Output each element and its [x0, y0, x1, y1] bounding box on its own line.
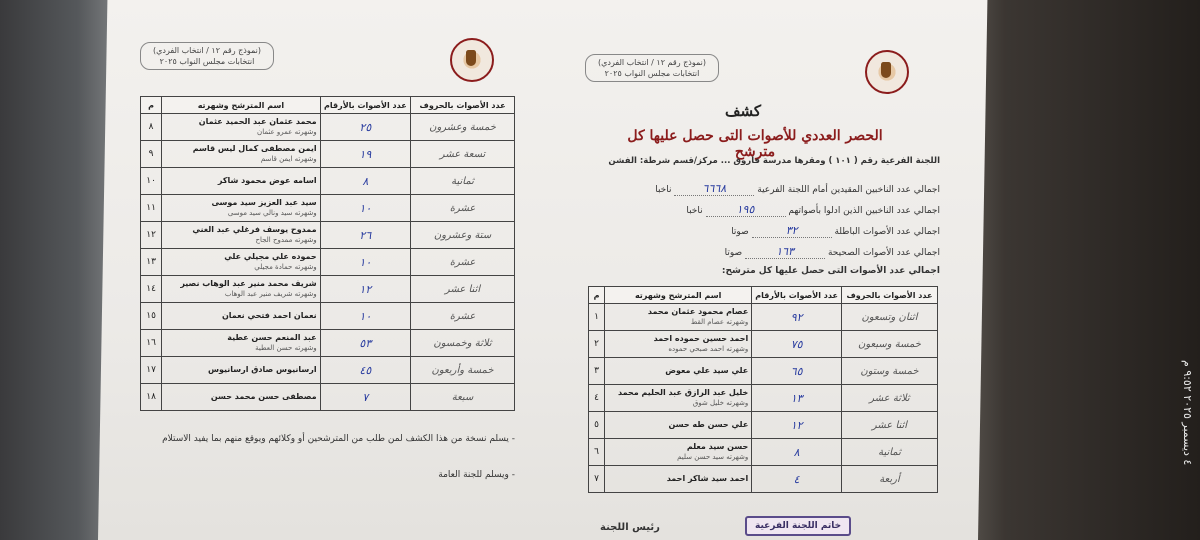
table-row — [589, 358, 938, 385]
candidates-table-left — [140, 96, 515, 411]
hand-words-cell: خمسة وأربعون — [411, 357, 515, 384]
name-cell — [605, 331, 752, 358]
candidate-nickname: وشهرته سيد ونالي سيد موسى — [227, 209, 317, 217]
table-row — [141, 195, 515, 222]
hand-num-cell: ١٩ — [320, 141, 410, 168]
name-cell — [162, 303, 320, 330]
left-form — [110, 10, 530, 540]
index-cell: ١٣ — [141, 249, 162, 276]
footnote-1: - يسلم نسخة من هذا الكشف لمن طلب من المترشحين أو وكلائهم ويوقع منهم بما يفيد الاستلام — [162, 434, 515, 444]
hand-words-cell: اثنا عشر — [411, 276, 515, 303]
hand-words-cell: أربعة — [841, 466, 937, 493]
hand-num-cell: ٩٢ — [752, 304, 842, 331]
form-header: (نموذج رقم ١٢ / انتخاب الفردي) — [598, 58, 706, 67]
table-row — [141, 330, 515, 357]
committee-line: اللجنة الفرعية رقم ( ١٠١ ) ومقرها مدرسة فاروق ... مركز/قسم شرطة: الفشن — [608, 156, 940, 166]
index-cell: ١٤ — [141, 276, 162, 303]
hand-num-cell: ٨ — [752, 439, 842, 466]
col-num: عدد الأصوات بالأرقام — [320, 97, 410, 114]
stat-registered: اجمالي عدد الناخبين المقيدين أمام اللجنة الفرعية ٦٦٦٨ ناخبا — [655, 182, 940, 195]
index-cell: ٣ — [589, 358, 605, 385]
candidate-name: عبد المنعم حسن عطية — [227, 333, 317, 342]
name-cell — [605, 358, 752, 385]
index-cell: ٦ — [589, 439, 605, 466]
candidate-name: ممدوح يوسف فرغلي عبد الغني — [192, 225, 317, 234]
index-cell: ١٦ — [141, 330, 162, 357]
candidate-name: محمد عثمان عبد الحميد عثمان — [198, 117, 317, 126]
hand-num-cell: ٥٣ — [320, 330, 410, 357]
table-row — [141, 276, 515, 303]
candidate-name: حسن سيد معلم — [686, 442, 749, 451]
table-row — [141, 168, 515, 195]
candidate-name: علي حسن طه حسن — [668, 420, 749, 429]
table-row — [141, 222, 515, 249]
candidate-name: نعمان احمد فتحي نعمان — [221, 311, 317, 320]
table-row — [141, 303, 515, 330]
table-row — [589, 304, 938, 331]
page-subtitle: الحصر العددي للأصوات التى حصل عليها كل مترشح — [627, 128, 883, 160]
candidate-nickname: وشهرته حسن العطية — [255, 344, 317, 352]
index-cell: ٢ — [589, 331, 605, 358]
col-words: عدد الأصوات بالحروف — [411, 97, 515, 114]
index-cell: ١٨ — [141, 384, 162, 411]
hand-words-cell: عشرة — [411, 249, 515, 276]
hand-words-cell: ثلاثة وخمسون — [411, 330, 515, 357]
index-cell: ١١ — [141, 195, 162, 222]
hand-words-cell: ثمانية — [411, 168, 515, 195]
index-cell: ٩ — [141, 141, 162, 168]
candidate-name: حموده علي مجيلي علي — [224, 252, 317, 261]
page-title: كشف — [725, 102, 762, 120]
candidate-name: مصطفى حسن محمد حسن — [210, 392, 317, 401]
col-name: اسم المترشح وشهرته — [162, 97, 320, 114]
candidate-nickname: وشهرته شريف منير عبد الوهاب — [224, 290, 317, 298]
candidate-name: خليل عبد الرازق عبد الحليم محمد — [617, 388, 749, 397]
hand-num-cell: ١٢ — [320, 276, 410, 303]
name-cell — [162, 168, 320, 195]
table-caption: اجمالي عدد الأصوات التى حصل عليها كل مترشح: — [721, 266, 940, 276]
photo-timestamp: ٤ ديسمبر ٢٠٢٥ ٩:٥٢ م — [1181, 360, 1194, 466]
candidate-nickname: وشهرته ممدوح الجاح — [255, 236, 317, 244]
hand-words-cell: عشرة — [411, 195, 515, 222]
index-cell: ١٥ — [141, 303, 162, 330]
hand-words-cell: خمسة وسبعون — [841, 331, 937, 358]
footnote-2: - ويسلم للجنة العامة — [438, 470, 515, 480]
candidate-name: عصام محمود عثمان محمد — [647, 307, 749, 316]
egypt-emblem-icon — [450, 38, 494, 82]
col-num: عدد الأصوات بالأرقام — [752, 287, 842, 304]
index-cell: ٧ — [589, 466, 605, 493]
hand-words-cell: سبعة — [411, 384, 515, 411]
table-row — [141, 384, 515, 411]
hand-words-cell: تسعة عشر — [411, 141, 515, 168]
name-cell — [162, 141, 320, 168]
index-cell: ٤ — [589, 385, 605, 412]
hand-num-cell: ١٢ — [752, 412, 842, 439]
candidate-name: شريف محمد منير عبد الوهاب نصير — [180, 279, 317, 288]
index-cell: ١٢ — [141, 222, 162, 249]
hand-words-cell: اثنا عشر — [841, 412, 937, 439]
table-row — [589, 385, 938, 412]
candidate-nickname: وشهرته خليل شوق — [692, 399, 749, 407]
form-header: (نموذج رقم ١٢ / انتخاب الفردي) — [153, 46, 261, 55]
stat-invalid: اجمالي عدد الأصوات الباطلة ٣٢ صوتا — [731, 224, 940, 237]
form-number-box — [140, 42, 274, 70]
table-row — [141, 249, 515, 276]
candidate-nickname: وشهرته عمرو عثمان — [257, 128, 317, 136]
name-cell — [162, 276, 320, 303]
hand-num-cell: ١٣ — [752, 385, 842, 412]
candidate-name: سيد عبد العزيز سيد موسى — [211, 198, 317, 207]
egypt-emblem-icon — [865, 50, 909, 94]
name-cell — [162, 195, 320, 222]
name-cell — [162, 222, 320, 249]
col-index: م — [141, 97, 162, 114]
candidate-nickname: وشهرته حمادة مجيلي — [254, 263, 317, 271]
candidate-nickname: وشهرته سيد حسن سليم — [677, 453, 749, 461]
hand-num-cell: ٢٥ — [320, 114, 410, 141]
name-cell — [162, 384, 320, 411]
candidate-name: احمد سيد شاكر احمد — [666, 474, 749, 483]
table-row — [589, 412, 938, 439]
hand-num-cell: ٤ — [752, 466, 842, 493]
hand-num-cell: ٢٦ — [320, 222, 410, 249]
table-row — [589, 331, 938, 358]
col-name: اسم المترشح وشهرته — [605, 287, 752, 304]
form-sub: انتخابات مجلس النواب ٢٠٢٥ — [604, 69, 700, 78]
table-row — [589, 466, 938, 493]
name-cell — [162, 114, 320, 141]
candidate-nickname: وشهرته عصام القط — [690, 318, 749, 326]
index-cell: ١٧ — [141, 357, 162, 384]
form-sub: انتخابات مجلس النواب ٢٠٢٥ — [159, 57, 255, 66]
committee-stamp: خاتم اللجنة الفرعية — [745, 516, 851, 536]
table-row — [141, 141, 515, 168]
candidate-name: اسامه عوض محمود شاكر — [217, 176, 317, 185]
hand-num-cell: ٧ — [320, 384, 410, 411]
col-words: عدد الأصوات بالحروف — [841, 287, 937, 304]
candidate-name: علي سيد علي معوض — [665, 366, 749, 375]
hand-words-cell: خمسة وستون — [841, 358, 937, 385]
committee-chair: رئيس اللجنة — [600, 522, 660, 533]
table-row — [141, 114, 515, 141]
candidate-name: ايمن مصطفى كمال ليس قاسم — [192, 144, 317, 153]
candidate-name: ارسانيوس صادق ارسانيوس — [207, 365, 317, 374]
table-row — [589, 439, 938, 466]
form-number-box — [585, 54, 719, 82]
candidate-name: احمد حسين حموده احمد — [653, 334, 749, 343]
index-cell: ٨ — [141, 114, 162, 141]
table-row — [141, 357, 515, 384]
index-cell: ١٠ — [141, 168, 162, 195]
name-cell — [162, 249, 320, 276]
hand-words-cell: عشرة — [411, 303, 515, 330]
name-cell — [162, 330, 320, 357]
hand-num-cell: ٨ — [320, 168, 410, 195]
name-cell — [605, 412, 752, 439]
name-cell — [605, 304, 752, 331]
candidate-nickname: وشهرته احمد صبحي حموده — [668, 345, 749, 353]
name-cell — [605, 439, 752, 466]
hand-words-cell: اثنان وتسعون — [841, 304, 937, 331]
col-index: م — [589, 287, 605, 304]
right-form — [560, 10, 960, 540]
stat-voted: اجمالي عدد الناخبين الذين ادلوا بأصواتهم ١٩٥ ناخبا — [686, 203, 940, 216]
candidate-nickname: وشهرته ايمن قاسم — [260, 155, 317, 163]
hand-num-cell: ١٠ — [320, 249, 410, 276]
name-cell — [162, 357, 320, 384]
hand-words-cell: ستة وعشرون — [411, 222, 515, 249]
hand-words-cell: خمسة وعشرون — [411, 114, 515, 141]
hand-words-cell: ثلاثة عشر — [841, 385, 937, 412]
hand-num-cell: ٤٥ — [320, 357, 410, 384]
hand-num-cell: ١٠ — [320, 303, 410, 330]
index-cell: ٥ — [589, 412, 605, 439]
hand-num-cell: ١٠ — [320, 195, 410, 222]
candidates-table-right — [588, 286, 938, 493]
index-cell: ١ — [589, 304, 605, 331]
name-cell — [605, 466, 752, 493]
hand-num-cell: ٦٥ — [752, 358, 842, 385]
hand-words-cell: ثمانية — [841, 439, 937, 466]
hand-num-cell: ٧٥ — [752, 331, 842, 358]
stat-valid: اجمالي عدد الأصوات الصحيحة ١٦٣ صوتا — [724, 245, 940, 258]
name-cell — [605, 385, 752, 412]
